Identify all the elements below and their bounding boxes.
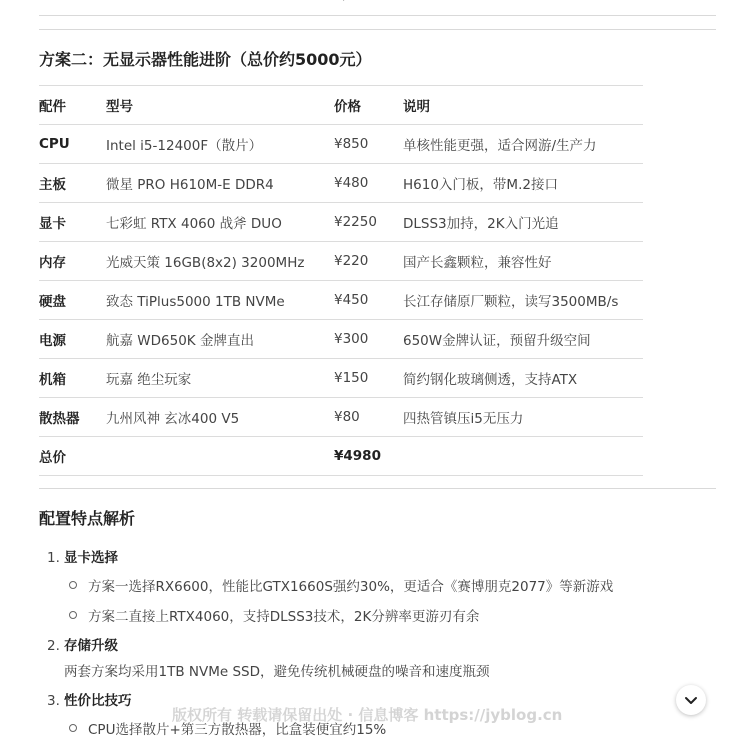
divider [39,15,716,16]
price-cell: ¥220 [334,242,403,281]
list-item-title: 显卡选择 [64,550,118,566]
note-cell: 四热管镇压i5无压力 [403,398,643,437]
header-cell: 型号 [106,86,334,125]
part-cell: 散热器 [39,398,106,437]
circle-bullet-icon [69,611,77,619]
circle-bullet-icon [69,724,77,732]
price-cell: ¥2250 [334,203,403,242]
list-item [47,546,118,566]
header-cell: 价格 [334,86,403,125]
table-row [39,281,643,320]
list-number: 2. [47,638,60,654]
note-cell: 单核性能更强，适合网游/生产力 [403,125,643,164]
list-item-text: 两套方案均采用1TB NVMe SSD，避免传统机械硬盘的噪音和速度瓶颈 [64,664,490,680]
table-header-row [39,86,643,125]
part-cell: 硬盘 [39,281,106,320]
price-cell: ¥80 [334,398,403,437]
price-cell: ¥480 [334,164,403,203]
chevron-down-icon [684,693,698,707]
part-cell: 显卡 [39,203,106,242]
price-cell: ¥150 [334,359,403,398]
note-cell: H610入门板，带M.2接口 [403,164,643,203]
total-row [39,437,643,476]
sub-list-text: 方案二直接上RTX4060，支持DLSS3技术，2K分辨率更游刃有余 [88,609,480,625]
watermark: 版权所有 转载请保留出处 · 信息博客 https://jyblog.cn [172,706,563,724]
list-number: 1. [47,550,60,566]
price-cell: ¥450 [334,281,403,320]
divider [39,488,716,489]
sub-list-text: CPU选择散片+第三方散热器，比盒装便宜约15% [88,722,387,738]
list-item [47,634,118,654]
table-row [39,320,643,359]
price-cell: ¥850 [334,125,403,164]
analysis-title: 配置特点解析 [39,509,136,528]
table-row [39,359,643,398]
sub-list-item [69,575,613,595]
price-cell: ¥300 [334,320,403,359]
list-item [47,689,132,709]
table-row [39,203,643,242]
note-cell: 国产长鑫颗粒，兼容性好 [403,242,643,281]
table-row [39,164,643,203]
header-cell: 配件 [39,86,106,125]
divider [39,29,716,30]
model-cell: 微星 PRO H610M-E DDR4 [106,164,334,203]
part-cell: 主板 [39,164,106,203]
part-cell: CPU [39,125,106,164]
sub-list-text: 方案一选择RX6600，性能比GTX1660S强约30%，更适合《赛博朋克2077》等新游戏 [88,579,614,595]
model-cell: 七彩虹 RTX 4060 战斧 DUO [106,203,334,242]
model-cell: 航嘉 WD650K 金牌直出 [106,320,334,359]
config-table [39,85,643,476]
note-cell: 650W金牌认证，预留升级空间 [403,320,643,359]
model-cell: 玩嘉 绝尘玩家 [106,359,334,398]
table-row [39,125,643,164]
circle-bullet-icon [69,581,77,589]
note-cell: 长江存储原厂颗粒，读写3500MB/s [403,281,643,320]
header-cell: 说明 [403,86,643,125]
list-number: 3. [47,693,60,709]
scroll-down-button[interactable] [676,685,706,715]
section-title: 方案二：无显示器性能进阶（总价约5000元） [39,50,372,69]
model-cell: Intel i5-12400F（散片） [106,125,334,164]
table-row [39,398,643,437]
note-cell: DLSS3加持，2K入门光追 [403,203,643,242]
part-cell: 电源 [39,320,106,359]
model-cell: 致态 TiPlus5000 1TB NVMe [106,281,334,320]
part-cell: 机箱 [39,359,106,398]
model-cell: 九州风神 玄冰400 V5 [106,398,334,437]
part-cell: 内存 [39,242,106,281]
divider-dot: · [342,0,346,7]
total-value: ¥4980 [334,437,403,476]
list-item-title: 存储升级 [64,638,118,654]
empty-cell [106,437,334,476]
list-item-title: 性价比技巧 [64,693,132,709]
sub-list-item [69,605,479,625]
total-label: 总价 [39,437,106,476]
empty-cell [403,437,643,476]
table-row [39,242,643,281]
model-cell: 光威天策 16GB(8x2) 3200MHz [106,242,334,281]
note-cell: 简约钢化玻璃侧透，支持ATX [403,359,643,398]
